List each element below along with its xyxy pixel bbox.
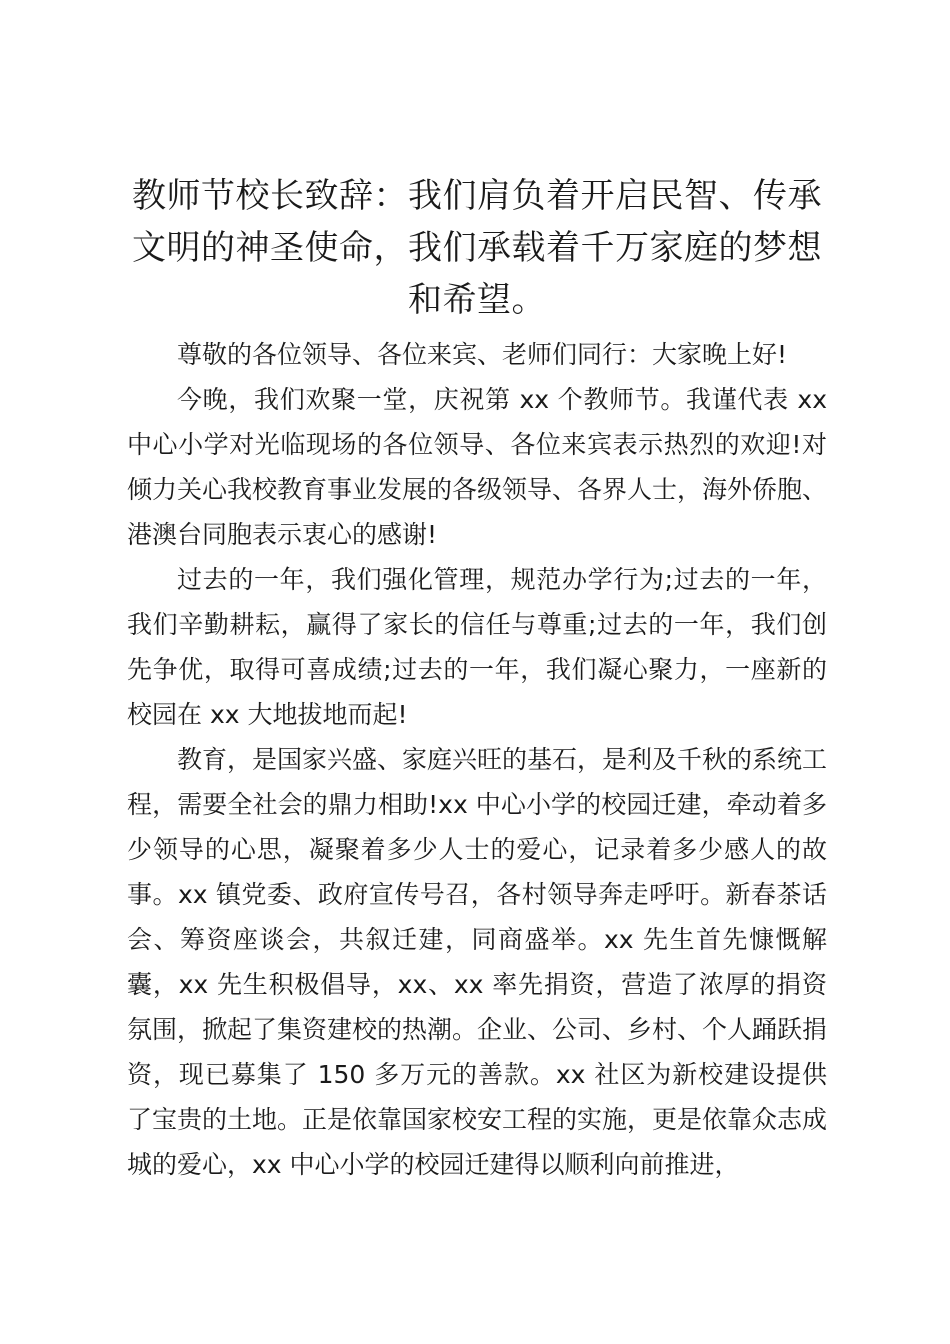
paragraph-greeting: 尊敬的各位领导、各位来宾、老师们同行：大家晚上好! [177,340,788,369]
paragraph-education: 教育，是国家兴盛、家庭兴旺的基石，是利及千秋的系统工程，需要全社会的鼎力相助!xx 中心小学的校园迁建，牵动着多少领导的心思，凝聚着多少人士的爱心，记录着多少感人的故事。xx 镇党委、政府宣传号召，各村领导奔走呼吁。新春茶话会、筹资座谈会，共叙迁建，同商盛举。xx 先生首先慷慨解囊，xx 先生积极倡导，xx、xx 率先捐资，营造了浓厚的捐资氛围，掀起了集资建校的热潮。企业、公司、乡村、个人踊跃捐资，现已募集了 150 多万元的善款。xx 社区为新校建设提供了宝贵的土地。正是依靠国家校安工程的实施，更是依靠众志成城的爱心，xx 中心小学的校园迁建得以顺利向前推进， [127,745,828,1179]
document-body [127,170,827,1187]
paragraph-welcome: 今晚，我们欢聚一堂，庆祝第 xx 个教师节。我谨代表 xx 中心小学对光临现场的各位领导、各位来宾表示热烈的欢迎!对倾力关心我校教育事业发展的各级领导、各界人士，海外侨胞、港澳台同胞表示衷心的感谢! [127,385,828,549]
document-title: 教师节校长致辞：我们肩负着开启民智、传承文明的神圣使命，我们承载着千万家庭的梦想和希望。 [132,176,822,320]
paragraph-past-year: 过去的一年，我们强化管理，规范办学行为;过去的一年，我们辛勤耕耘，赢得了家长的信任与尊重;过去的一年，我们创先争优，取得可喜成绩;过去的一年，我们凝心聚力，一座新的校园在 xx 大地拔地而起! [127,565,827,729]
